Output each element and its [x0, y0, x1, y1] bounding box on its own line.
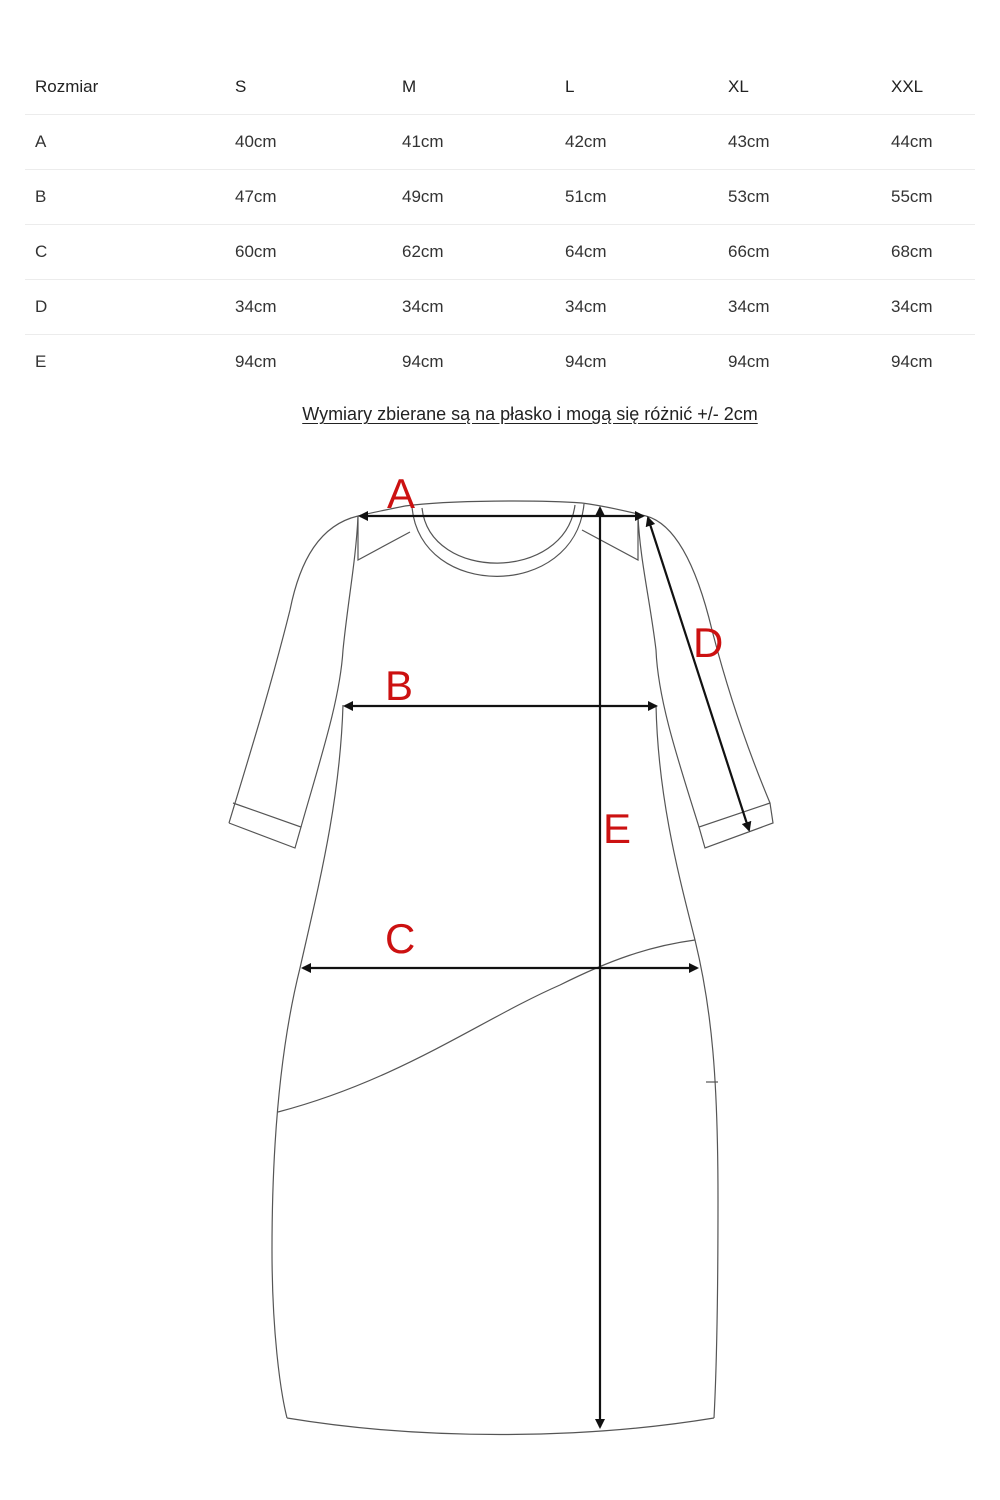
table-cell: 40cm [235, 132, 277, 151]
label-b: B [385, 662, 414, 709]
header-cell: L [565, 77, 575, 96]
table-cell: 94cm [891, 352, 933, 371]
table-cell: 42cm [565, 132, 607, 151]
row-label: A [35, 132, 47, 151]
header-cell: S [235, 77, 247, 96]
size-table [25, 60, 975, 389]
header-cell: XL [728, 77, 749, 96]
dress-diagram [0, 440, 1000, 1500]
label-d: D [693, 619, 724, 666]
table-cell: 41cm [402, 132, 444, 151]
row-label: E [35, 352, 47, 371]
table-cell: 94cm [728, 352, 770, 371]
table-header-row [25, 60, 975, 115]
table-row [25, 170, 975, 225]
table-row [25, 225, 975, 280]
table-cell: 34cm [235, 297, 277, 316]
table-cell: 55cm [891, 187, 933, 206]
label-a: A [387, 470, 416, 517]
header-cell: XXL [891, 77, 924, 96]
table-cell: 51cm [565, 187, 607, 206]
table-row [25, 115, 975, 170]
table-cell: 68cm [891, 242, 933, 261]
table-cell: 60cm [235, 242, 277, 261]
measurement-arrows [303, 508, 749, 1427]
table-cell: 34cm [402, 297, 444, 316]
header-cell: Rozmiar [35, 77, 99, 96]
table-cell: 64cm [565, 242, 607, 261]
row-label: C [35, 242, 48, 261]
header-cell: M [402, 77, 417, 96]
table-cell: 47cm [235, 187, 277, 206]
arrow-d [648, 518, 749, 830]
label-c: C [385, 915, 416, 962]
row-label: D [35, 297, 48, 316]
table-cell: 34cm [565, 297, 607, 316]
table-cell: 43cm [728, 132, 770, 151]
table-cell: 34cm [728, 297, 770, 316]
table-cell: 94cm [235, 352, 277, 371]
measurement-note: Wymiary zbierane są na płasko i mogą się różnić +/- 2cm [302, 404, 758, 424]
row-label: B [35, 187, 47, 206]
table-row [25, 335, 975, 389]
table-cell: 53cm [728, 187, 770, 206]
table-cell: 44cm [891, 132, 933, 151]
table-cell: 49cm [402, 187, 444, 206]
table-cell: 94cm [565, 352, 607, 371]
table-cell: 34cm [891, 297, 933, 316]
table-cell: 94cm [402, 352, 444, 371]
table-row [25, 280, 975, 335]
table-cell: 62cm [402, 242, 444, 261]
label-e: E [603, 805, 632, 852]
table-cell: 66cm [728, 242, 770, 261]
